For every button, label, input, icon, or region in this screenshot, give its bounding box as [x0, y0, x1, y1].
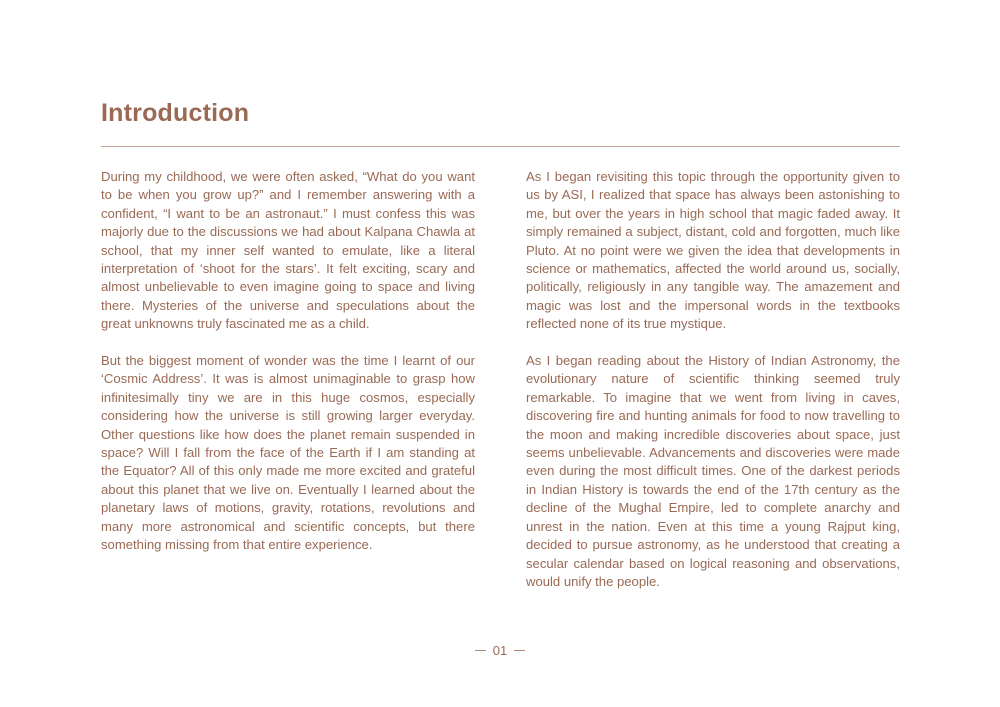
- title-divider: [101, 146, 900, 147]
- dash-right: [514, 650, 525, 651]
- right-column: [526, 168, 900, 591]
- right-paragraph-1: As I began revisiting this topic through the opportunity given to us by ASI, I realized that space has always been astonishing to me, but over the years in high school that magic faded away. It simply remained a subject, distant, cold and forgotten, much like Pluto. At no point were we given the idea that developments in science or mathematics, affected the world around us, socially, politically, religiously in any tangible way. The amazement and magic was lost and the impersonal words in the textbooks reflected none of its true mystique.: [526, 169, 900, 332]
- page-title: Introduction: [101, 99, 250, 127]
- dash-left: [475, 650, 486, 651]
- page-number-footer: [0, 642, 1000, 660]
- left-column: [101, 168, 475, 555]
- left-paragraph-2: But the biggest moment of wonder was the time I learnt of our ‘Cosmic Address’. It was is almost unimaginable to grasp how infinitesimally tiny we are in this huge cosmos, especially considering how the universe is still growing larger everyday. Other questions like how does the planet remain suspended in space? Will I fall from the face of the Earth if I am standing at the Equator? All of this only made me more excited and grateful about this planet that we live on. Eventually I learned about the planetary laws of motions, gravity, rotations, revolutions and many more astronomical and scientific concepts, but there something missing from that entire experience.: [101, 353, 475, 553]
- right-paragraph-2: As I began reading about the History of Indian Astronomy, the evolutionary nature of scientific thinking seemed truly remarkable. To imagine that we went from living in caves, discovering fire and hunting animals for food to now travelling to the moon and making incredible discoveries about space, just seems unbelievable. Advancements and discoveries were made even during the most difficult times. One of the darkest periods in Indian History is towards the end of the 17th century as the decline of the Mughal Empire, led to complete anarchy and unrest in the nation. Even at this time a young Rajput king, decided to pursue astronomy, as he understood that creating a secular calendar based on logical reasoning and observations, would unify the people.: [526, 353, 900, 589]
- left-paragraph-1: During my childhood, we were often asked, “What do you want to be when you grow up?” and I remember answering with a confident, “I want to be an astronaut.” I must confess this was majorly due to the discussions we had about Kalpana Chawla at school, that my inner self wanted to emulate, like a literal interpretation of ‘shoot for the stars’. It felt exciting, scary and almost unbelievable to even imagine going to space and living there. Mysteries of the universe and speculations about the great unknowns truly fascinated me as a child.: [101, 169, 475, 332]
- page-number: 01: [492, 643, 508, 658]
